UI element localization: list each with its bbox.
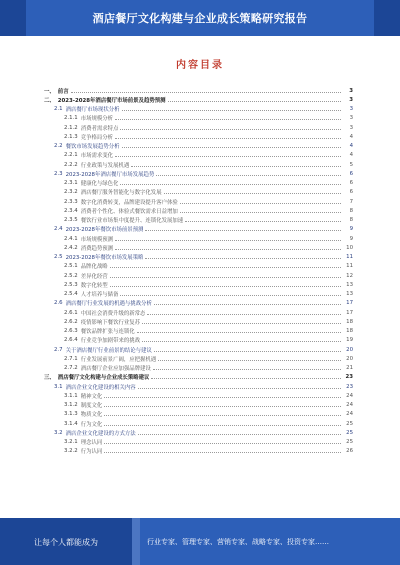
toc-entry[interactable] [44, 401, 353, 410]
toc-entry-number: 三、 [44, 375, 55, 382]
toc-entry[interactable] [44, 262, 353, 271]
toc-entry-label: 消费趋势预测 [80, 245, 114, 252]
report-header [0, 0, 400, 36]
toc-entry-page: 11 [346, 263, 353, 270]
toc-entry[interactable] [44, 197, 353, 206]
toc-entry-number: 2.5.2 [64, 272, 78, 279]
toc-dot-leader [168, 101, 341, 102]
toc-entry-page: 25 [346, 420, 353, 427]
toc-dot-leader [164, 193, 341, 194]
toc-dot-leader [185, 221, 341, 222]
toc-dot-leader [115, 240, 341, 241]
toc-entry-number: 二、 [44, 97, 55, 104]
toc-entry-page: 4 [349, 143, 353, 150]
toc-entry-number: 2.3.2 [64, 189, 78, 196]
toc-entry-label: 酒店餐厅企业应加强品牌建设 [80, 366, 151, 373]
toc-entry[interactable] [44, 132, 353, 141]
toc-dot-leader [120, 184, 341, 185]
report-title: 酒店餐厅文化构建与企业成长策略研究报告 [92, 12, 308, 25]
toc-entry-label: 市场需求变化 [80, 153, 114, 160]
toc-entry-label: 2023-2028年餐饮市场前景预测 [65, 227, 144, 234]
toc-entry[interactable] [44, 364, 353, 373]
toc-entry[interactable] [44, 271, 353, 280]
toc-entry[interactable] [44, 114, 353, 123]
toc-entry[interactable] [44, 438, 353, 447]
toc-entry-number: 2.5.3 [64, 281, 78, 288]
toc-entry-label: 差异化经营 [80, 273, 108, 280]
toc-dot-leader [142, 341, 341, 342]
table-of-contents [44, 86, 353, 456]
toc-entry-label: 物质文化 [80, 412, 103, 419]
toc-entry-page: 7 [349, 198, 353, 205]
toc-entry-page: 8 [349, 207, 353, 214]
toc-entry-page: 4 [349, 133, 353, 140]
footer-slogan: 让每个人都能成为 [34, 538, 98, 547]
toc-entry-label: 疫情影响下餐饮行业复苏 [80, 319, 141, 326]
toc-entry[interactable] [44, 447, 353, 456]
toc-entry[interactable] [44, 308, 353, 317]
toc-dot-leader [180, 203, 341, 204]
toc-entry-page: 24 [346, 402, 353, 409]
toc-dot-leader [138, 434, 341, 435]
toc-entry[interactable] [44, 123, 353, 132]
toc-dot-leader [122, 110, 342, 111]
toc-entry-page: 24 [346, 411, 353, 418]
toc-entry-page: 13 [346, 291, 353, 298]
toc-entry[interactable] [44, 243, 353, 252]
toc-entry-label: 行业发展前景广阔，应把握机遇 [80, 356, 157, 363]
toc-dot-leader [110, 277, 341, 278]
toc-entry-label: 竞争格局分析 [80, 134, 114, 141]
toc-entry-label: 健康化与绿色化 [80, 181, 119, 188]
toc-entry[interactable] [44, 206, 353, 215]
toc-entry-number: 3.1.2 [64, 402, 78, 409]
toc-entry-page: 23 [346, 383, 353, 390]
toc-entry-number: 2.3.5 [64, 217, 78, 224]
toc-entry-page: 5 [349, 161, 353, 168]
toc-entry-page: 17 [346, 300, 353, 307]
toc-dot-leader [131, 166, 341, 167]
toc-entry-page: 25 [346, 429, 353, 436]
toc-dot-leader [154, 304, 341, 305]
toc-entry-label: 品牌化战略 [80, 264, 108, 271]
toc-entry[interactable] [44, 373, 353, 382]
toc-dot-leader [104, 397, 341, 398]
toc-entry-number: 2.3.1 [64, 180, 78, 187]
toc-entry-page: 3 [349, 115, 353, 122]
toc-entry-page: 3 [349, 124, 353, 131]
toc-entry-label: 人才培养与储备 [80, 292, 119, 299]
toc-entry[interactable] [44, 234, 353, 243]
toc-entry-label: 数字化转型 [80, 282, 108, 289]
toc-dot-leader [145, 258, 341, 259]
toc-entry-number: 2.3 [54, 170, 63, 177]
toc-entry-page: 8 [349, 217, 353, 224]
toc-dot-leader [122, 147, 342, 148]
toc-entry-label: 前言 [57, 88, 69, 95]
toc-entry[interactable] [44, 253, 353, 262]
toc-entry-label: 消费者需求特点 [80, 125, 119, 132]
toc-entry[interactable] [44, 345, 353, 354]
toc-entry-number: 3.1.3 [64, 411, 78, 418]
toc-entry[interactable] [44, 160, 353, 169]
toc-title: 内容目录 [176, 60, 224, 71]
toc-entry-label: 餐饮市场发展趋势分析 [65, 144, 120, 151]
toc-entry-page: 6 [349, 189, 353, 196]
toc-entry-page: 18 [346, 318, 353, 325]
toc-entry-page: 6 [349, 170, 353, 177]
toc-entry[interactable] [44, 354, 353, 363]
toc-entry-number: 一、 [44, 88, 55, 95]
toc-entry-number: 2.5 [54, 254, 63, 261]
toc-entry-label: 行业政策与发展机遇 [80, 162, 130, 169]
toc-entry-number: 2.6.4 [64, 337, 78, 344]
toc-entry[interactable] [44, 317, 353, 326]
toc-entry-label: 酒店企业文化建设的方式方法 [65, 430, 136, 437]
toc-dot-leader [147, 314, 341, 315]
toc-entry-page: 19 [346, 337, 353, 344]
toc-entry-number: 2.2.2 [64, 161, 78, 168]
toc-entry-page: 24 [346, 392, 353, 399]
toc-entry-page: 18 [346, 328, 353, 335]
toc-entry-number: 2.4.1 [64, 235, 78, 242]
toc-entry-number: 2.1.3 [64, 133, 78, 140]
toc-dot-leader [120, 295, 341, 296]
toc-dot-leader [151, 378, 341, 379]
toc-entry[interactable] [44, 419, 353, 428]
toc-dot-leader [145, 230, 341, 231]
toc-dot-leader [104, 425, 341, 426]
toc-entry-page: 3 [349, 96, 353, 103]
toc-entry-page: 17 [346, 309, 353, 316]
toc-dot-leader [154, 351, 341, 352]
toc-entry-number: 2.7.1 [64, 355, 78, 362]
toc-entry[interactable] [44, 151, 353, 160]
toc-entry-label: 酒店餐厅文化构建与企业成长策略建议 [57, 375, 150, 382]
toc-entry-number: 2.6.2 [64, 318, 78, 325]
toc-entry[interactable] [44, 290, 353, 299]
toc-entry-label: 市场规模预测 [80, 236, 114, 243]
toc-entry-number: 2.1.1 [64, 115, 78, 122]
toc-entry-page: 6 [349, 180, 353, 187]
toc-entry[interactable] [44, 169, 353, 178]
toc-entry-number: 2.7 [54, 346, 63, 353]
toc-dot-leader [156, 175, 341, 176]
toc-entry-page: 4 [349, 152, 353, 159]
footer-banner [0, 518, 400, 565]
toc-entry-label: 酒店企业文化建设的相关内容 [65, 384, 136, 391]
toc-entry-label: 消费者个性化、体验式餐饮需求日益增加 [80, 208, 178, 215]
toc-entry-label: 餐饮行业市场集中度提升、连锁化发展加速 [80, 218, 184, 225]
toc-entry[interactable] [44, 280, 353, 289]
toc-entry-page: 9 [349, 226, 353, 233]
toc-entry[interactable] [44, 428, 353, 437]
toc-entry-page: 20 [346, 346, 353, 353]
footer-expert-list: 行业专家、管理专家、营销专家、战略专家、投资专家…… [147, 538, 329, 546]
toc-entry-label: 2023-2028年餐饮市场发展策略 [65, 255, 144, 262]
toc-entry[interactable] [44, 327, 353, 336]
toc-dot-leader [115, 249, 341, 250]
toc-entry-number: 2.2 [54, 143, 63, 150]
toc-dot-leader [115, 138, 341, 139]
toc-entry-label: 2023-2028年酒店餐厅市场发展趋势 [65, 171, 155, 178]
toc-dot-leader [104, 443, 341, 444]
toc-entry-label: 酒店餐厅服务智能化与数字化发展 [80, 190, 162, 197]
toc-entry-page: 26 [346, 448, 353, 455]
toc-entry-label: 行为认同 [80, 449, 103, 456]
toc-entry-number: 2.3.4 [64, 207, 78, 214]
toc-entry-label: 市场规模分析 [80, 116, 114, 123]
toc-entry[interactable] [44, 225, 353, 234]
toc-entry[interactable] [44, 105, 353, 114]
toc-entry-number: 2.3.3 [64, 198, 78, 205]
toc-entry[interactable] [44, 86, 353, 95]
toc-entry-page: 10 [346, 244, 353, 251]
toc-entry-number: 2.2.1 [64, 152, 78, 159]
toc-entry-label: 数字化消费转变，品牌建设提升客户体验 [80, 199, 178, 206]
toc-entry-page: 23 [345, 374, 353, 381]
toc-entry-label: 2023-2028年酒店餐厅市场前景及趋势预测 [57, 97, 166, 104]
toc-entry-number: 3.2 [54, 429, 63, 436]
toc-entry-label: 酒店餐厅市场现状分析 [65, 107, 120, 114]
toc-dot-leader [153, 369, 341, 370]
toc-entry-number: 3.2.1 [64, 439, 78, 446]
toc-entry[interactable] [44, 336, 353, 345]
toc-entry-number: 2.6 [54, 300, 63, 307]
toc-entry-page: 11 [346, 254, 353, 261]
toc-entry-number: 2.6.3 [64, 328, 78, 335]
toc-entry-number: 2.6.1 [64, 309, 78, 316]
toc-entry-label: 行业竞争加剧带来的挑战 [80, 338, 141, 345]
toc-entry-number: 2.1 [54, 106, 63, 113]
toc-dot-leader [71, 92, 341, 93]
toc-entry[interactable] [44, 391, 353, 400]
toc-dot-leader [104, 452, 341, 453]
toc-entry-number: 2.1.2 [64, 124, 78, 131]
toc-dot-leader [104, 406, 341, 407]
toc-entry[interactable] [44, 188, 353, 197]
toc-entry-number: 2.5.4 [64, 291, 78, 298]
toc-entry-page: 20 [346, 355, 353, 362]
toc-dot-leader [137, 332, 341, 333]
toc-entry-number: 2.4.2 [64, 244, 78, 251]
toc-entry-number: 3.1 [54, 383, 63, 390]
toc-entry-page: 3 [349, 106, 353, 113]
toc-entry-page: 12 [346, 272, 353, 279]
toc-entry[interactable] [44, 179, 353, 188]
toc-dot-leader [110, 267, 341, 268]
toc-entry-number: 2.5.1 [64, 263, 78, 270]
toc-dot-leader [115, 119, 341, 120]
toc-dot-leader [110, 286, 341, 287]
toc-entry-page: 25 [346, 439, 353, 446]
footer-left-panel [0, 518, 132, 565]
toc-entry-label: 行为文化 [80, 421, 103, 428]
toc-entry[interactable] [44, 95, 353, 104]
footer-divider [132, 518, 140, 565]
toc-entry-number: 3.1.4 [64, 420, 78, 427]
toc-entry-page: 3 [349, 87, 353, 94]
toc-entry-page: 9 [349, 235, 353, 242]
toc-entry-page: 13 [346, 281, 353, 288]
toc-entry-number: 2.4 [54, 226, 63, 233]
toc-entry-label: 精神文化 [80, 393, 103, 400]
toc-entry-number: 3.2.2 [64, 448, 78, 455]
toc-entry-number: 3.1.1 [64, 392, 78, 399]
toc-entry[interactable] [44, 142, 353, 151]
toc-entry[interactable] [44, 299, 353, 308]
toc-entry-number: 2.7.2 [64, 365, 78, 372]
toc-entry-label: 餐饮品牌扩张与连锁化 [80, 329, 135, 336]
toc-dot-leader [115, 156, 341, 157]
toc-entry[interactable] [44, 410, 353, 419]
toc-entry-page: 21 [346, 365, 353, 372]
toc-entry-label: 酒店餐厅行业发展的机遇与挑战分析 [65, 301, 152, 308]
toc-entry-label: 中国社会消费升级的新常态 [80, 310, 146, 317]
toc-dot-leader [142, 323, 341, 324]
toc-dot-leader [180, 212, 341, 213]
toc-entry[interactable] [44, 216, 353, 225]
toc-entry-label: 理念认同 [80, 440, 103, 447]
toc-entry[interactable] [44, 382, 353, 391]
toc-dot-leader [120, 129, 341, 130]
toc-entry-label: 关于酒店餐厅行业前景的结论与建议 [65, 347, 152, 354]
toc-dot-leader [104, 415, 341, 416]
toc-entry-label: 制度文化 [80, 403, 103, 410]
toc-dot-leader [158, 360, 341, 361]
toc-dot-leader [138, 388, 341, 389]
